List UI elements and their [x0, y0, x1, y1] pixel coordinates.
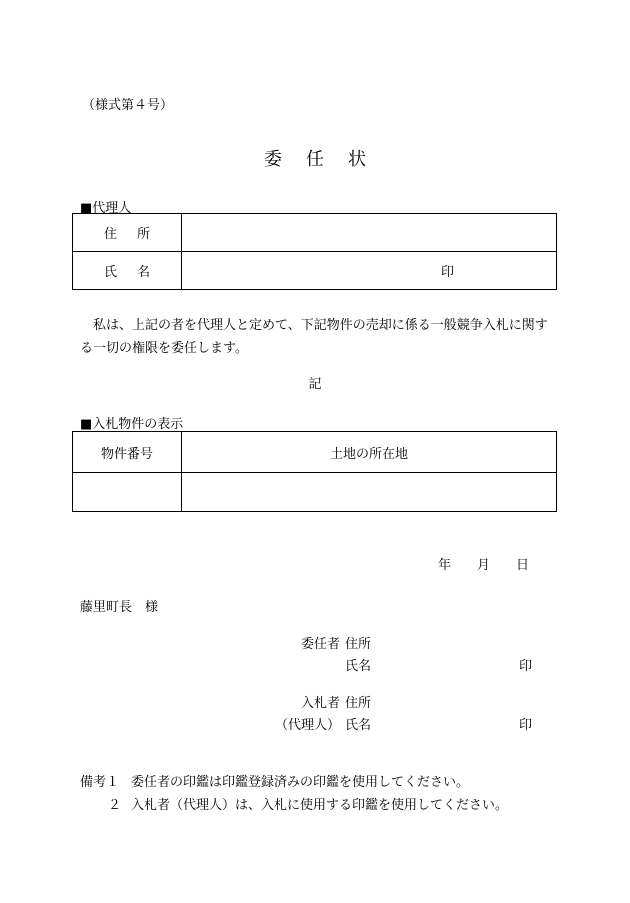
date-year-label: 年 — [438, 558, 452, 573]
date-day-label: 日 — [516, 558, 530, 573]
agent-section-label: ■代理人 — [80, 201, 132, 216]
property-number-header: 物件番号 — [73, 432, 182, 473]
agent-address-label: 住所 — [73, 214, 182, 252]
agent-address-field[interactable] — [182, 214, 557, 252]
bidder-subrole-label: （代理人） — [274, 718, 340, 733]
agent-table — [72, 213, 557, 290]
property-entry-row — [73, 473, 557, 512]
form-number: （様式第４号） — [82, 98, 174, 113]
bidder-name-label: 氏名 — [345, 718, 372, 733]
property-location-field[interactable] — [182, 473, 557, 512]
delegator-address-label: 住所 — [345, 637, 372, 652]
note-1-label: 備考１ — [80, 775, 120, 790]
property-header-row — [73, 432, 557, 473]
date-month-label: 月 — [477, 558, 491, 573]
bidder-address-label: 住所 — [345, 696, 372, 711]
agent-name-row — [73, 252, 557, 290]
property-table — [72, 431, 557, 512]
delegation-statement: 私は、上記の者を代理人と定めて、下記物件の売却に係る一般競争入札に関する一切の権限を委任します。 — [80, 318, 548, 356]
ki-heading: 記 — [308, 377, 322, 392]
agent-seal-mark: 印 — [440, 265, 454, 280]
document-title: 委任状 — [264, 149, 390, 170]
bidder-role-label: 入札者 — [300, 696, 340, 711]
bidder-seal-mark: 印 — [519, 718, 533, 733]
property-number-field[interactable] — [73, 473, 182, 512]
note-1-text: 委任者の印鑑は印鑑登録済みの印鑑を使用してください。 — [131, 775, 470, 790]
delegator-name-label: 氏名 — [345, 659, 372, 674]
note-2-text: 入札者（代理人）は、入札に使用する印鑑を使用してください。 — [131, 798, 509, 813]
delegator-role-label: 委任者 — [300, 637, 340, 652]
date-line — [438, 554, 529, 573]
addressee: 藤里町長 様 — [80, 600, 159, 615]
property-section-label: ■入札物件の表示 — [80, 417, 184, 432]
agent-name-label: 氏名 — [73, 252, 182, 290]
note-2-label: ２ — [108, 798, 122, 813]
agent-address-row — [73, 214, 557, 252]
property-location-header: 土地の所在地 — [182, 432, 557, 473]
agent-name-field[interactable] — [182, 252, 557, 290]
delegator-seal-mark: 印 — [519, 659, 533, 674]
